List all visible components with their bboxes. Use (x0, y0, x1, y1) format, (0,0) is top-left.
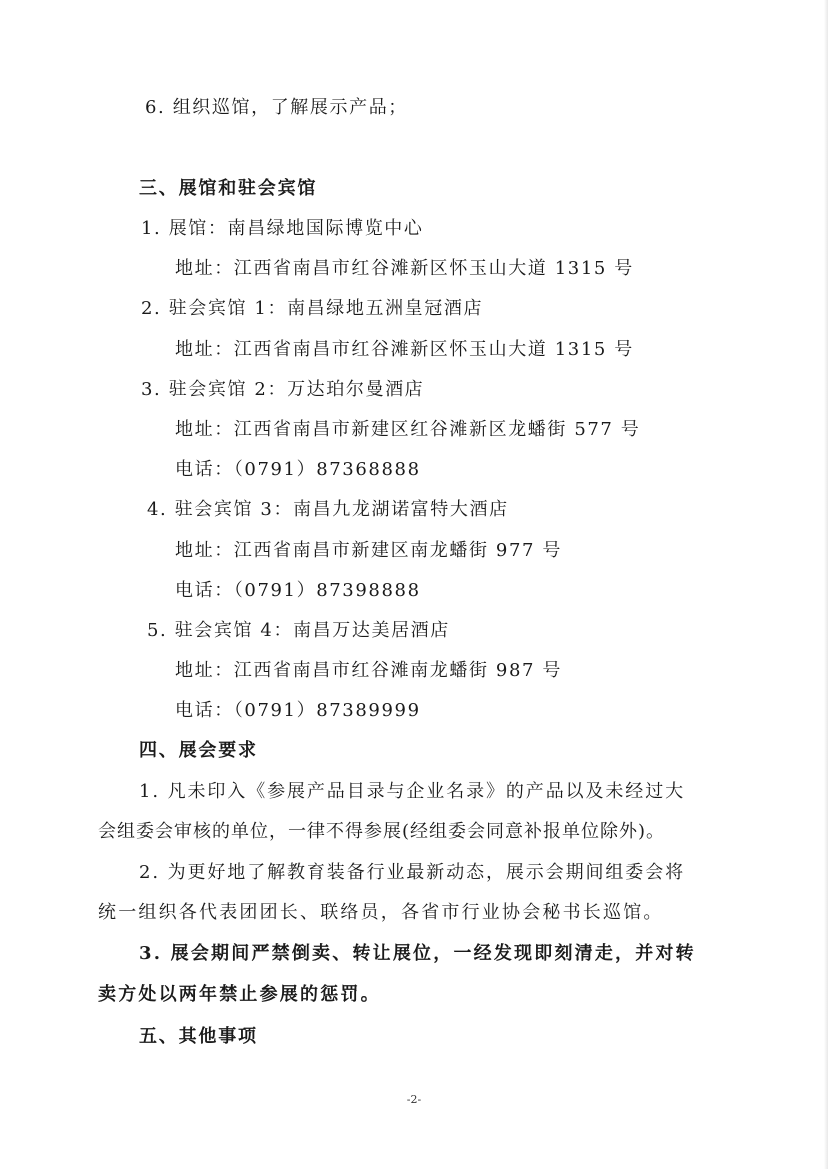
venue-address-1: 地址：江西省南昌市红谷滩新区怀玉山大道 1315 号 (175, 258, 634, 279)
requirement-1-line-2: 会组委会审核的单位，一律不得参展(经组委会同意补报单位除外)。 (98, 821, 666, 842)
venue-item-1: 1. 展馆：南昌绿地国际博览中心 (141, 218, 424, 239)
list-item-6: 6. 组织巡馆，了解展示产品； (145, 97, 408, 118)
venue-address-2: 地址：江西省南昌市红谷滩新区怀玉山大道 1315 号 (175, 339, 634, 360)
section-heading-other: 五、其他事项 (139, 1026, 258, 1047)
venue-phone-4: 电话：（0791）87398888 (175, 580, 421, 601)
scan-edge-shadow (824, 0, 828, 1169)
venue-address-3: 地址：江西省南昌市新建区红谷滩新区龙蟠街 577 号 (175, 419, 641, 440)
requirement-1-line-1: 1. 凡未印入《参展产品目录与企业名录》的产品以及未经过大 (139, 781, 685, 802)
section-heading-requirements: 四、展会要求 (139, 740, 258, 761)
venue-phone-3: 电话：（0791）87368888 (175, 459, 421, 480)
venue-phone-5: 电话：（0791）87389999 (175, 700, 421, 721)
venue-address-5: 地址：江西省南昌市红谷滩南龙蟠街 987 号 (175, 660, 562, 681)
requirement-2-line-1: 2. 为更好地了解教育装备行业最新动态，展示会期间组委会将 (139, 862, 685, 883)
venue-item-3: 3. 驻会宾馆 2：万达珀尔曼酒店 (141, 379, 425, 400)
requirement-3-line-2: 卖方处以两年禁止参展的惩罚。 (98, 984, 381, 1005)
requirement-2-line-2: 统一组织各代表团团长、联络员，各省市行业协会秘书长巡馆。 (98, 902, 664, 923)
requirement-3-line-1: 3. 展会期间严禁倒卖、转让展位，一经发现即刻清走，并对转 (139, 943, 696, 964)
venue-address-4: 地址：江西省南昌市新建区南龙蟠街 977 号 (175, 540, 562, 561)
page-number: -2- (406, 1093, 422, 1106)
venue-item-4: 4. 驻会宾馆 3：南昌九龙湖诺富特大酒店 (147, 499, 509, 520)
venue-item-2: 2. 驻会宾馆 1：南昌绿地五洲皇冠酒店 (141, 298, 484, 319)
section-heading-venues: 三、展馆和驻会宾馆 (139, 178, 318, 199)
venue-item-5: 5. 驻会宾馆 4：南昌万达美居酒店 (147, 620, 450, 641)
